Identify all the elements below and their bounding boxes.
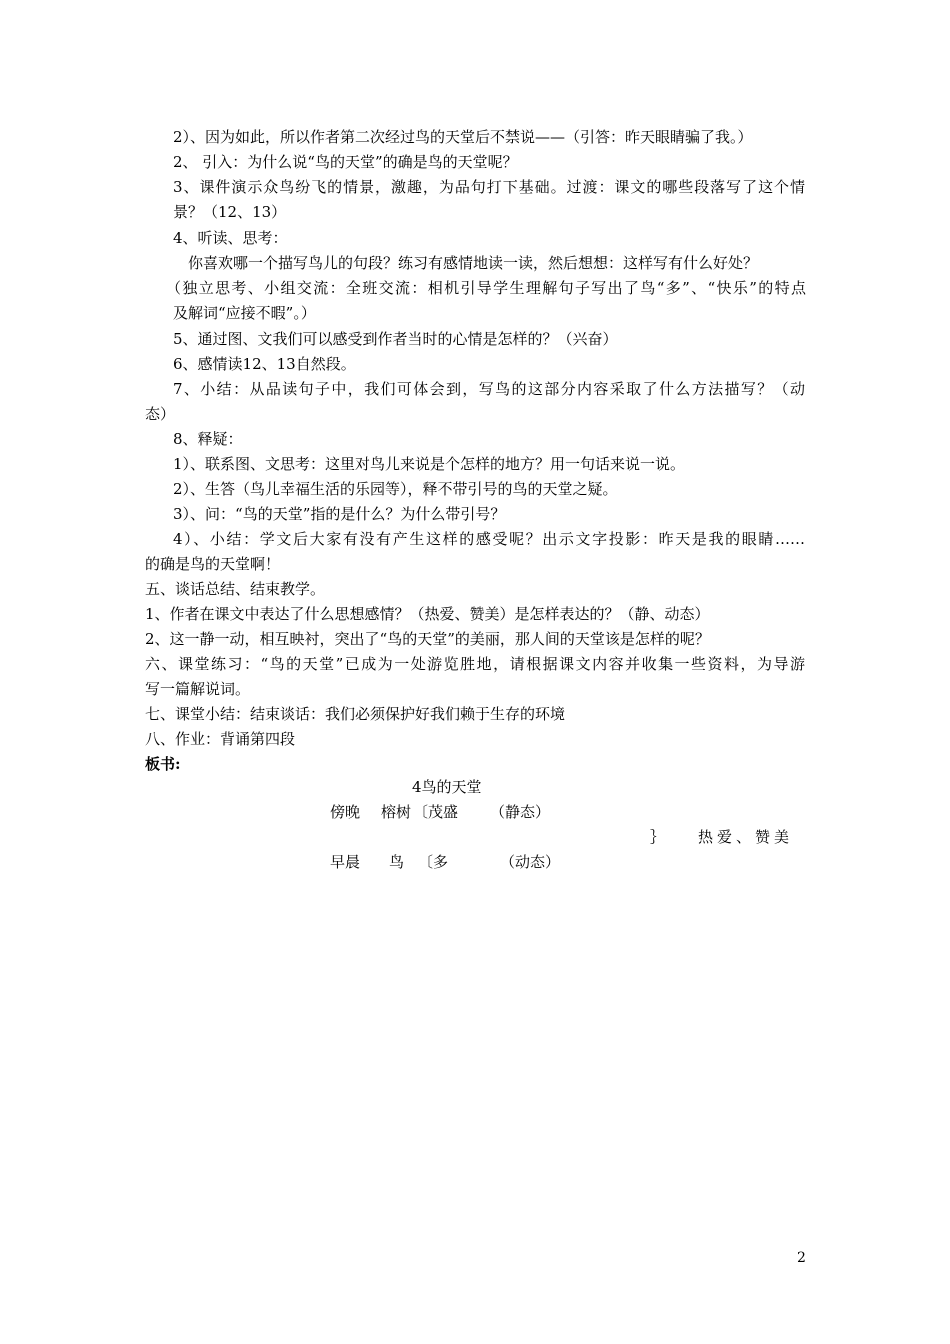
text-line-17: 4）、小结：学文后大家有没有产生这样的感受呢？出示文字投影：昨天是我的眼睛…… [173, 530, 805, 548]
board-row2-time: 早晨 [330, 853, 361, 871]
board-title: 4鸟的天堂 [412, 778, 482, 796]
text-line-4: 景？（12、13） [173, 203, 287, 221]
board-heading: 板书: [145, 755, 181, 773]
text-line-6: 你喜欢哪一个描写鸟儿的句段？练习有感情地读一读，然后想想：这样写有什么好处？ [188, 254, 759, 272]
text-line-21: 2、这一静一动，相互映衬，突出了“鸟的天堂”的美丽，那人间的天堂该是怎样的呢？ [145, 630, 710, 648]
text-line-14: 1）、联系图、文思考：这里对鸟儿来说是个怎样的地方？用一句话来说一说。 [173, 455, 686, 473]
text-line-8: 及解词“应接不暇”。） [173, 304, 316, 322]
board-row1-trait: 〔茂盛 [413, 803, 459, 821]
board-row1-mode: （静态） [490, 803, 551, 821]
text-line-2: 2、 引入：为什么说“鸟的天堂”的确是鸟的天堂呢？ [173, 153, 518, 171]
text-line-7: （独立思考、小组交流：全班交流：相机引导学生理解句子写出了鸟“多”、“快乐”的特点 [166, 279, 806, 297]
text-line-3: 3、课件演示众鸟纷飞的情景，激趣，为品句打下基础。过渡：课文的哪些段落写了这个情 [173, 178, 805, 196]
text-line-9: 5、通过图、文我们可以感受到作者当时的心情是怎样的？（兴奋） [173, 330, 618, 348]
board-brace: ｝ [650, 828, 666, 846]
section-heading-8: 八、作业：背诵第四段 [145, 730, 296, 748]
text-line-10: 6、感情读12、13自然段。 [173, 355, 356, 373]
board-row1-time: 傍晚 [330, 803, 361, 821]
text-line-11: 7、小结：从品读句子中，我们可体会到，写鸟的这部分内容采取了什么方法描写？（动 [173, 380, 805, 398]
text-line-15: 2）、生答（鸟儿幸福生活的乐园等），释不带引号的鸟的天堂之疑。 [173, 480, 618, 498]
board-row2-subject: 鸟 [389, 853, 405, 871]
section-heading-6: 六、课堂练习：“鸟的天堂”已成为一处游览胜地，请根据课文内容并收集一些资料，为导游 [145, 655, 805, 673]
text-line-12: 态） [145, 405, 176, 423]
text-line-23: 写一篇解说词。 [145, 680, 251, 698]
text-line-20: 1、作者在课文中表达了什么思想感情？（热爱、赞美）是怎样表达的？（静、动态） [145, 605, 710, 623]
board-row1-subject: 榕树 [381, 803, 412, 821]
page-number: 2 [797, 1250, 806, 1266]
board-row2-mode: （动态） [500, 853, 561, 871]
section-heading-7: 七、课堂小结：结束谈话：我们必须保护好我们赖于生存的环境 [145, 705, 566, 723]
text-line-5: 4、听读、思考： [173, 229, 288, 247]
text-line-1: 2）、因为如此，所以作者第二次经过鸟的天堂后不禁说——（引答：昨天眼睛骗了我。） [173, 128, 753, 146]
section-heading-5: 五、谈话总结、结束教学。 [145, 580, 326, 598]
text-line-18: 的确是鸟的天堂啊！ [145, 555, 281, 573]
board-row2-trait: 〔多 [418, 853, 449, 871]
text-line-13: 8、释疑： [173, 430, 243, 448]
text-line-16: 3）、问：“鸟的天堂”指的是什么？为什么带引号？ [173, 505, 506, 523]
board-feeling: 热爱、赞美 [698, 828, 794, 846]
